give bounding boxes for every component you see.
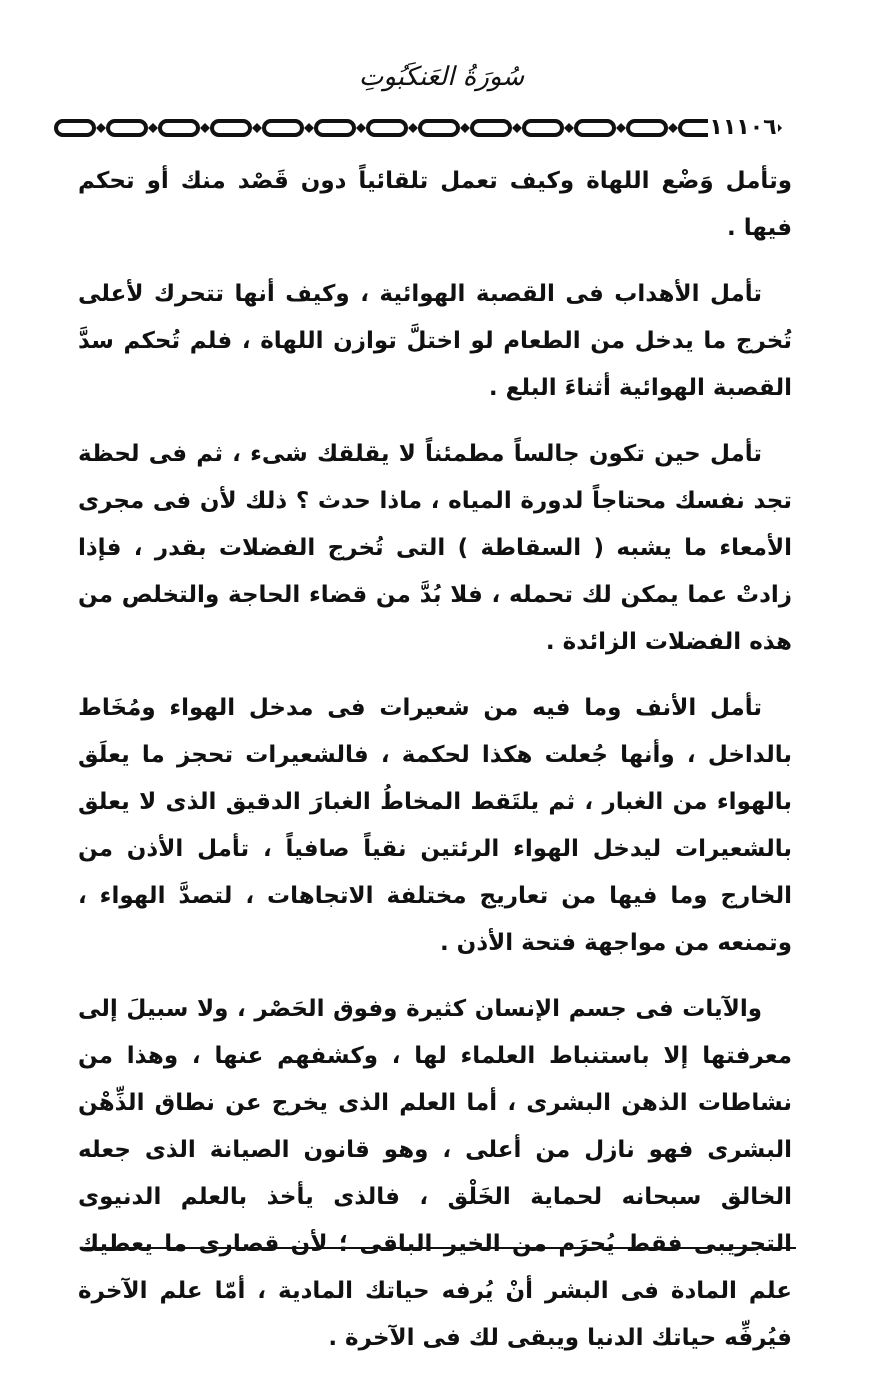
chain-link: [264, 121, 302, 135]
chain-link: [56, 121, 94, 135]
chain-link: [108, 121, 146, 135]
chain-link: [160, 121, 198, 135]
paragraph: والآيات فى جسم الإنسان كثيرة وفوق الحَصْر ، ولا سبيلَ إلى معرفتها إلا باستنباط العلماء لها ، وكشفهم عنها ، وهذا من نشاطات الذهن البشرى ، أما العلم الذى يخرج عن نطاق الذِّهْن البشرى فهو نازل من أعلى ، وهو قانون الصيانة الذى جعله الخالق سبحانه لحماية الخَلْق ، فالذى يأخذ بالعلم الدنيوى التجريبى فقط يُحرَم من الخير الباقى ؛ لأن قصارى ما يعطيك علم المادة فى البشر أنْ يُرفه حياتك المادية ، أمّا علم الآخرة فيُرفِّه حياتك الدنيا ويبقى لك فى الآخرة .: [78, 996, 792, 1351]
chain-diamond: [252, 123, 262, 133]
chain-ornament-divider: [50, 114, 820, 142]
paragraph: تأمل حين تكون جالساً مطمئناً لا يقلقك شىء ، ثم فى لحظة تجد نفسك محتاجاً لدورة المياه ، ماذا حدث ؟ ذلك لأن فى مجرى الأمعاء ما يشبه ( السقاطة ) التى تُخرج الفضلات بقدر ، فإذا زادتْ عما يمكن لك تحمله ، فلا بُدَّ من قضاء الحاجة والتخلص من هذه الفضلات الزائدة .: [78, 441, 792, 655]
chain-diamond: [356, 123, 366, 133]
chain-link: [524, 121, 562, 135]
chain-diamond: [460, 123, 470, 133]
chain-diamond: [512, 123, 522, 133]
paragraph: تأمل الأنف وما فيه من شعيرات فى مدخل الهواء ومُخَاط بالداخل ، وأنها جُعلت هكذا لحكمة ، فالشعيرات تحجز ما يعلَق بالهواء من الغبار ، ثم يلتَقط المخاطُ الغبارَ الدقيق الذى لا يعلق بالشعيرات ليدخل الهواء الرئتين نقياً صافياً ، تأمل الأذن من الخارج وما فيها من تعاريج مختلفة الاتجاهات ، لتصدَّ الهواء ، وتمنعه من مواجهة فتحة الأذن .: [78, 695, 792, 956]
body-text: [78, 158, 792, 1381]
chain-diamond: [564, 123, 574, 133]
chain-link: [576, 121, 614, 135]
chain-link: [420, 121, 458, 135]
chain-diamond: [668, 123, 678, 133]
chain-diamond: [200, 123, 210, 133]
paragraph: وتأمل وَضْع اللهاة وكيف تعمل تلقائياً دون قَصْد منك أو تحكم فيها .: [78, 168, 792, 241]
chain-diamond: [616, 123, 626, 133]
chain-link: [472, 121, 510, 135]
paragraph: تأمل الأهداب فى القصبة الهوائية ، وكيف أنها تتحرك لأعلى تُخرج ما يدخل من الطعام لو اختلَّ توازن اللهاة ، فلم تُحكم سدَّ القصبة الهوائية أثناءَ البلع .: [78, 281, 792, 401]
footer-rule: [84, 1247, 796, 1249]
chain-link: [368, 121, 406, 135]
chain-link: [628, 121, 666, 135]
chain-diamond: [408, 123, 418, 133]
chain-diamond: [148, 123, 158, 133]
chain-link: [316, 121, 354, 135]
chain-link: [212, 121, 250, 135]
surah-title: سُورَةُ العَنكَبُوتِ: [358, 62, 525, 92]
chain-diamond: [96, 123, 106, 133]
chain-diamond: [304, 123, 314, 133]
page-number: ١١١٠٦: [709, 115, 777, 140]
